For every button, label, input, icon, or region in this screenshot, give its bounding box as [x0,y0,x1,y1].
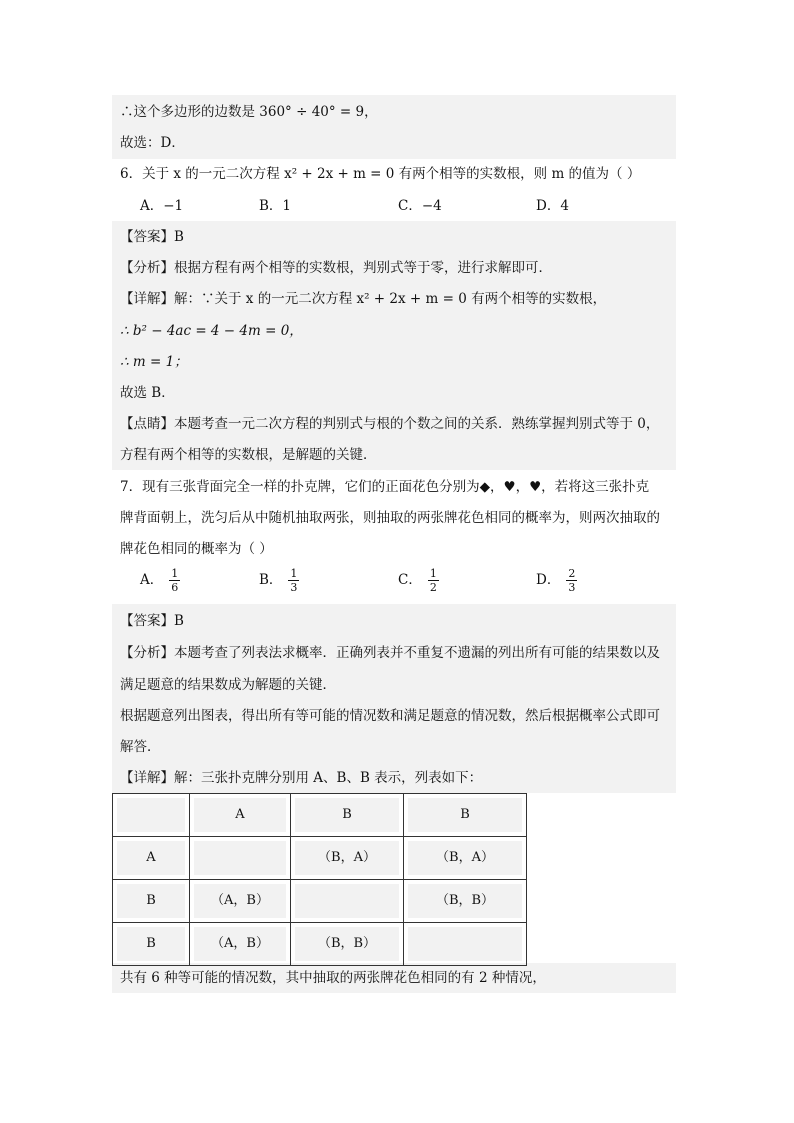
table-cell: （A，B） [190,923,291,966]
answer-choice-line: 故选：D． [120,135,185,151]
table-cell: （B，A） [291,837,404,880]
option-label: C． [398,572,422,588]
option-label: D． [536,572,561,588]
summary-line: 共有 6 种等可能的情况数，其中抽取的两张牌花色相同的有 2 种情况， [120,970,546,986]
question-7-line1: 7．现有三张背面完全一样的扑克牌，它们的正面花色分别为◆，♥，♥，若将这三张扑克 [120,479,650,495]
table-cell: （B，A） [404,837,527,880]
table-cell: （A，B） [190,880,291,923]
selection-6: 故选 B． [120,385,175,401]
question-6: 6．关于 x 的一元二次方程 x² + 2x + m = 0 有两个相等的实数根，则 m 的值为（ ） [120,166,641,182]
table-cell: A [190,794,291,837]
detail-6: 【详解】解：∵关于 x 的一元二次方程 x² + 2x + m = 0 有两个相等的实数根， [120,291,607,307]
fraction-numerator: 2 [568,567,576,580]
analysis-7-line3: 根据题意列出图表，得出所有等可能的情况数和满足题意的情况数，然后根据概率公式即可 [120,708,660,724]
solution-line: ∴这个多边形的边数是 360° ÷ 40° = 9， [120,104,378,120]
option-label: B． [259,572,283,588]
fraction-numerator: 1 [429,567,437,580]
detail-7: 【详解】解：三张扑克牌分别用 A、B、B 表示，列表如下： [120,770,483,786]
option-6-c: C．−4 [398,198,442,214]
answer-7: 【答案】B [120,613,184,629]
table-cell [291,880,404,923]
equation-1: ∴ b² − 4ac = 4 − 4m = 0， [120,323,303,339]
table-cell: B [113,923,190,966]
table-row [113,880,527,923]
table-row [113,837,527,880]
analysis-7-line4: 解答． [120,739,161,755]
fraction [169,567,180,594]
probability-table [112,793,527,966]
table-cell [404,923,527,966]
remark-6-line1: 【点睛】本题考查一元二次方程的判别式与根的个数之间的关系．熟练掌握判别式等于 0， [120,416,660,432]
fraction [566,567,577,594]
table-cell [190,837,291,880]
fraction-numerator: 1 [290,567,298,580]
fraction-numerator: 1 [171,567,179,580]
analysis-6: 【分析】根据方程有两个相等的实数根，判别式等于零，进行求解即可． [120,260,552,276]
question-7-line2: 牌背面朝上，洗匀后从中随机抽取两张，则抽取的两张牌花色相同的概率为，则两次抽取的 [120,510,660,526]
table-cell: A [113,837,190,880]
fraction-denominator: 2 [429,581,437,594]
table-cell: B [113,880,190,923]
table-cell: B [291,794,404,837]
table-cell: B [404,794,527,837]
table-cell: （B，B） [291,923,404,966]
fraction-denominator: 3 [568,581,576,594]
option-6-d: D．4 [536,198,569,214]
option-6-b: B．1 [259,198,292,214]
answer-6: 【答案】B [120,229,184,245]
table-cell: （B，B） [404,880,527,923]
remark-6-line2: 方程有两个相等的实数根，是解题的关键． [120,447,377,463]
table-row [113,923,527,966]
highlight-band-answer7 [112,604,676,793]
option-label: A． [140,572,164,588]
option-7-b [259,567,299,594]
option-7-a [140,567,180,594]
question-7-line3: 牌花色相同的概率为（ ） [120,541,273,557]
fraction-denominator: 6 [171,581,179,594]
fraction [428,567,439,594]
analysis-7-line1: 【分析】本题考查了列表法求概率．正确列表并不重复不遗漏的列出所有可能的结果数以及 [120,645,660,661]
table-header-row [113,794,527,837]
option-7-d [536,567,577,594]
fraction [288,567,299,594]
option-7-c [398,567,439,594]
table-cell [113,794,190,837]
fraction-denominator: 3 [290,581,298,594]
equation-2: ∴ m = 1； [120,354,188,370]
option-6-a: A．−1 [140,198,184,214]
analysis-7-line2: 满足题意的结果数成为解题的关键． [120,677,336,693]
